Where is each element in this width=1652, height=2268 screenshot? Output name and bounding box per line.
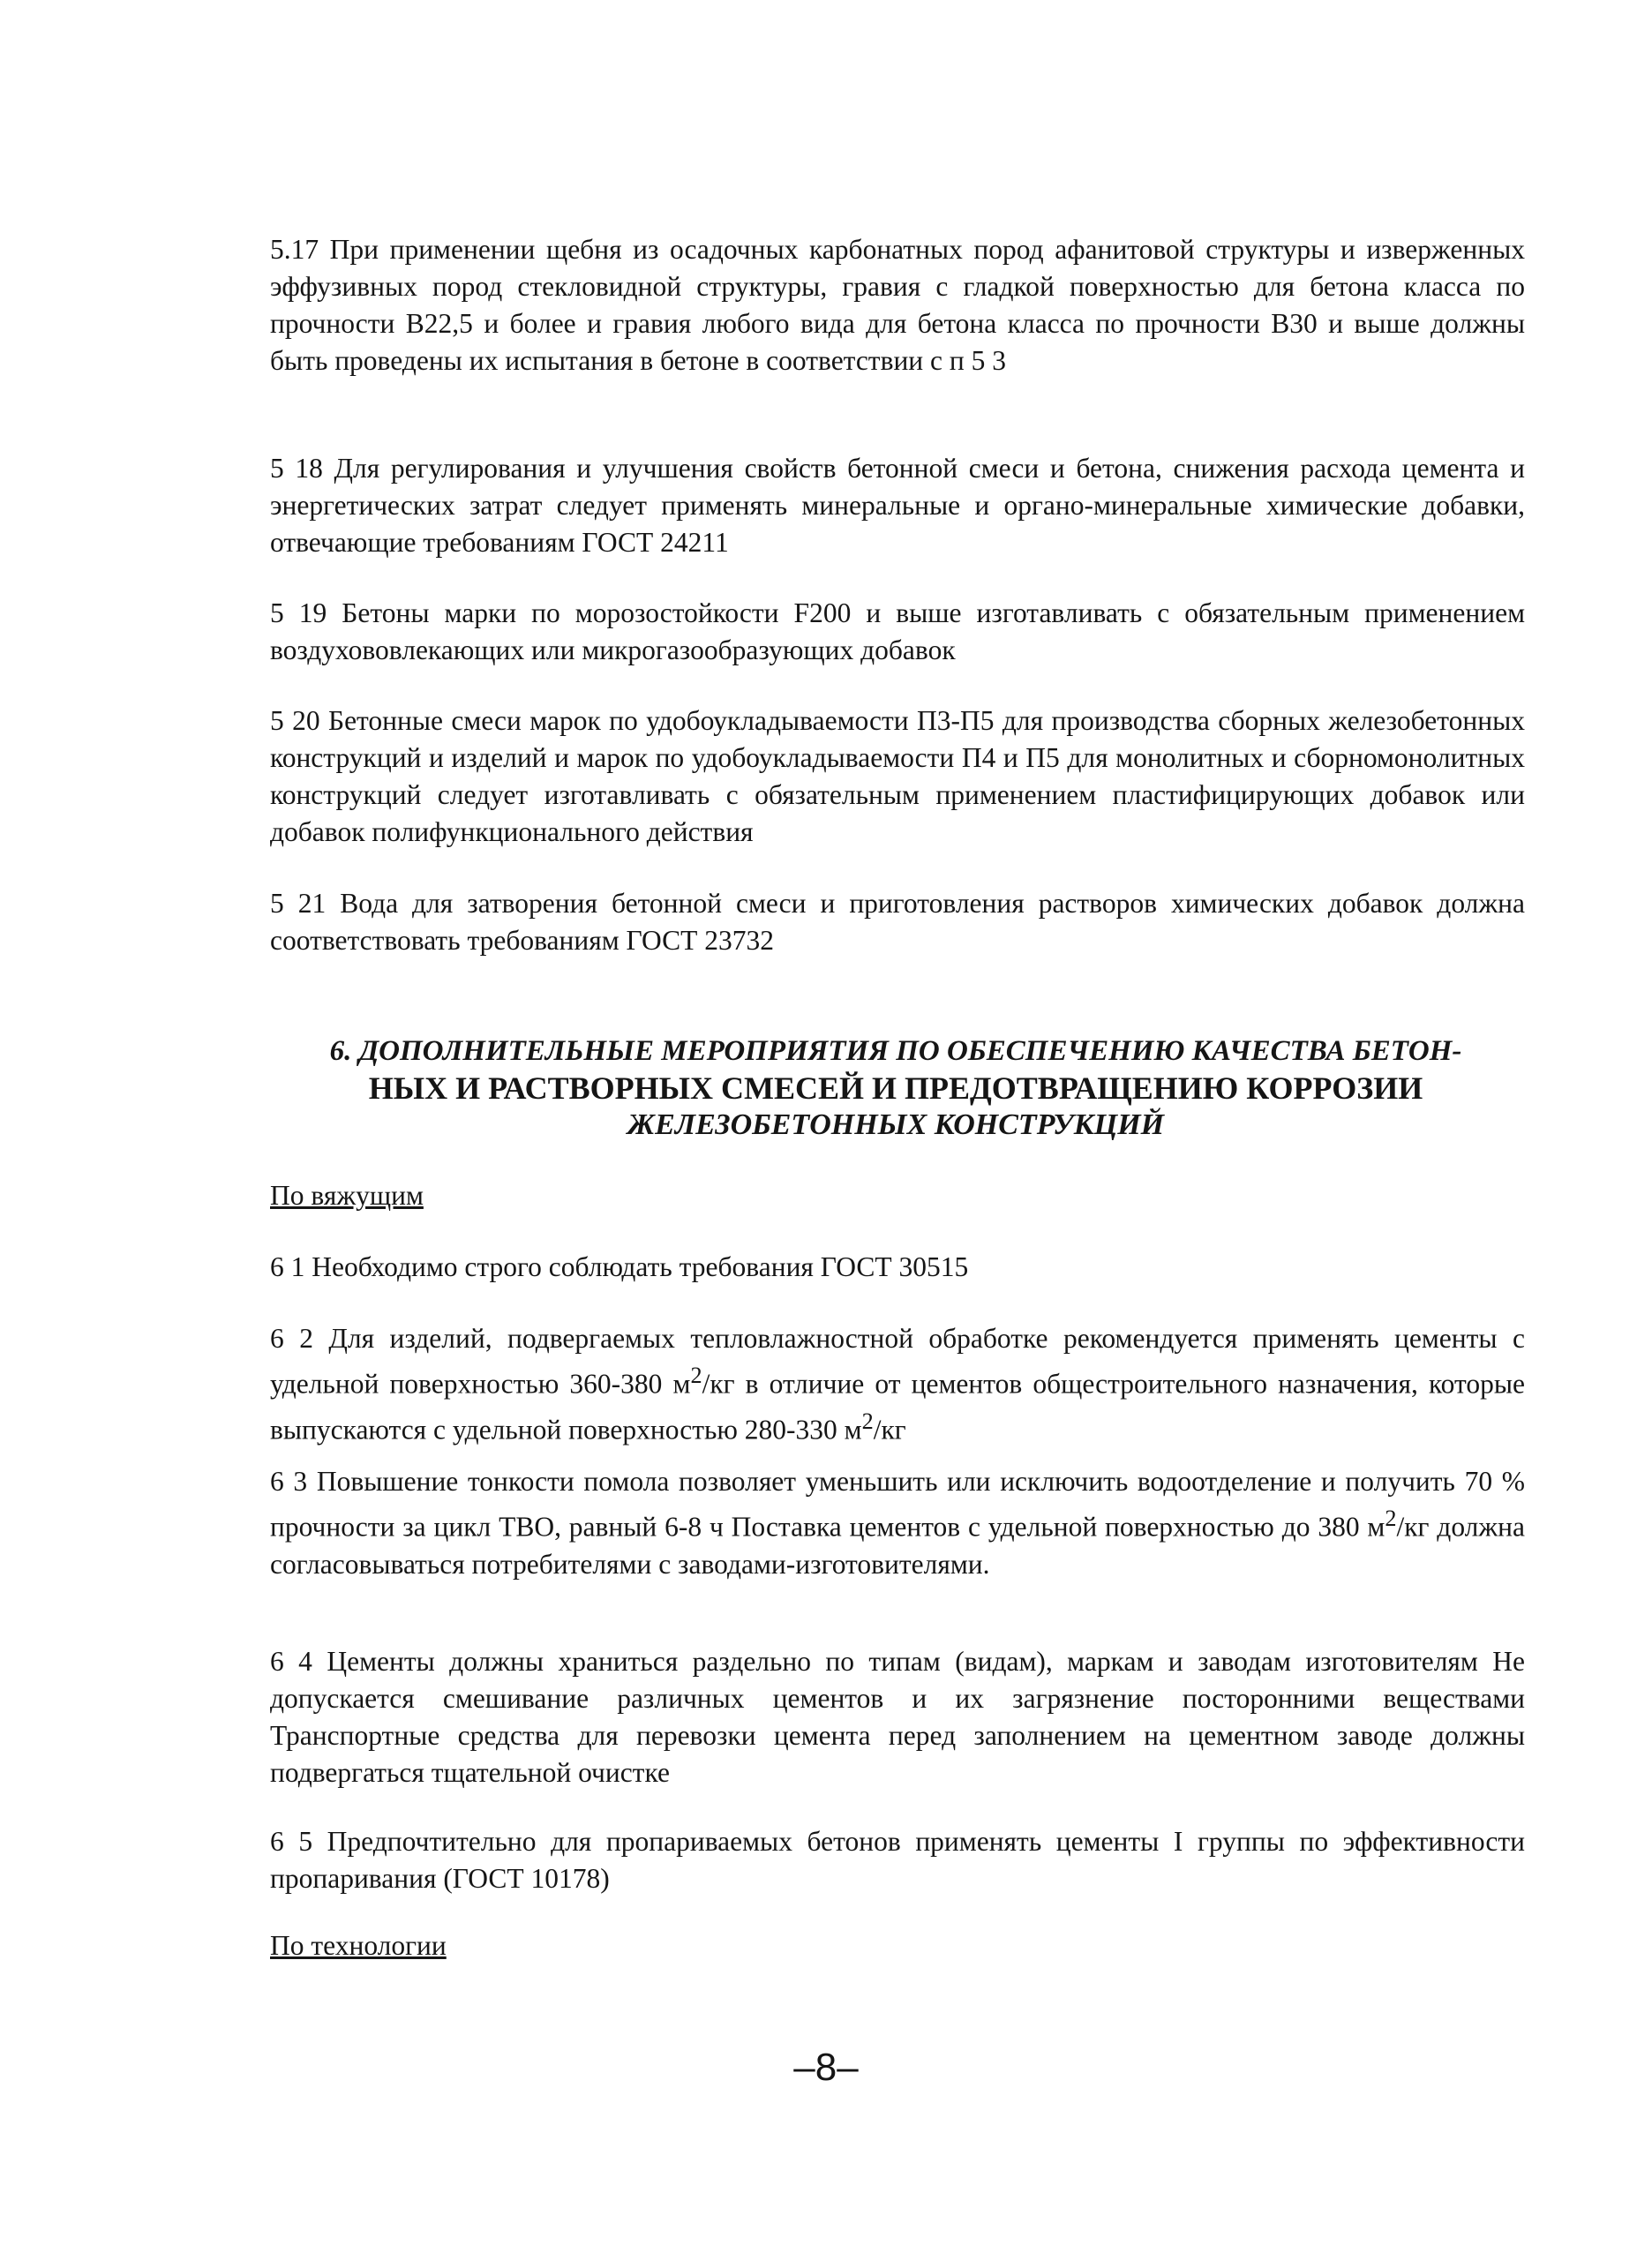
paragraph-6-1: 6 1 Необходимо строго соблюдать требования ГОСТ 30515 [270, 1251, 969, 1282]
paragraph-5-19: 5 19 Бетоны марки по морозостойкости F200 и выше изготавливать с обязательным применением воздухововлекающих или микрогазообразующих добавок [270, 597, 1525, 665]
paragraph-6-3 [270, 1463, 1525, 1583]
paragraph-6-3-text-b: /кг должна согласовываться потребителями с заводами-изготовителями. [270, 1511, 1525, 1580]
paragraph-6-2-text-b: /кг в отличие от цементов общестроительного назначения, которые выпускаются с удельной поверхностью 280-330 м [270, 1368, 1525, 1445]
superscript-2: 2 [1385, 1506, 1397, 1531]
paragraph-6-2 [270, 1320, 1525, 1448]
paragraph-6-3-text-a: 6 3 Повышение тонкости помола позволяет уменьшить или исключить водоотделение и получить 70 % прочности за цикл ТВО, равный 6-8 ч Поставка цементов с удельной поверхностью до 380 м [270, 1466, 1525, 1543]
paragraph-5-20: 5 20 Бетонные смеси марок по удобоукладываемости П3-П5 для производства сборных железобетонных конструкций и изделий и марок по удобоукладываемости П4 и П5 для монолитных и сборномонолитных конструкций следует изготавливать с обязательным применением пластифицирующих добавок или добавок полифункционального действия [270, 705, 1525, 847]
heading-line-3: ЖЕЛЕЗОБЕТОННЫХ КОНСТРУКЦИЙ [627, 1108, 1165, 1141]
superscript-2: 2 [690, 1363, 702, 1388]
paragraph-5-18: 5 18 Для регулирования и улучшения свойств бетонной смеси и бетона, снижения расхода цемента и энергетических затрат следует применять минеральные и органо-минеральные химические добавки, отвечающие требованиям ГОСТ 24211 [270, 453, 1525, 558]
heading-line-2: НЫХ И РАСТВОРНЫХ СМЕСЕЙ И ПРЕДОТВРАЩЕНИЮ КОРРОЗИИ [368, 1070, 1423, 1106]
paragraph-6-2-text-c: /кг [873, 1414, 906, 1445]
section-6-heading [265, 1033, 1527, 1144]
subheading-technology: По технологии [270, 1930, 447, 1961]
superscript-2: 2 [861, 1408, 874, 1434]
paragraph-6-2-text-a: 6 2 Для изделий, подвергаемых тепловлажностной обработке рекомендуется применять цементы с удельной поверхностью 360-380 м [270, 1323, 1525, 1400]
paragraph-5-21: 5 21 Вода для затворения бетонной смеси и приготовления растворов химических добавок должна соответствовать требованиям ГОСТ 23732 [270, 888, 1525, 956]
paragraph-5-17: 5.17 При применении щебня из осадочных карбонатных пород афанитовой структуры и изверженных эффузивных пород стекловидной структуры, гравия с гладкой поверхностью для бетона класса по прочности В22,5 и более и гравия любого вида для бетона класса по прочности В30 и выше должны быть проведены их испытания в бетоне в соответствии с п 5 3 [270, 234, 1525, 376]
subheading-binders: По вяжущим [270, 1180, 424, 1211]
paragraph-6-5: 6 5 Предпочтительно для пропариваемых бетонов применять цементы I группы по эффективности пропаривания (ГОСТ 10178) [270, 1826, 1525, 1894]
page-number: –8– [793, 2046, 859, 2089]
paragraph-6-4: 6 4 Цементы должны храниться раздельно по типам (видам), маркам и заводам изготовителям Не допускается смешивание различных цементов и их загрязнение посторонними веществами Транспортные средства для перевозки цемента перед заполнением на цементном заводе должны подвергаться тщательной очистке [270, 1646, 1525, 1788]
heading-line-1: 6. ДОПОЛНИТЕЛЬНЫЕ МЕРОПРИЯТИЯ ПО ОБЕСПЕЧЕНИЮ КАЧЕСТВА БЕТОН- [329, 1035, 1462, 1067]
